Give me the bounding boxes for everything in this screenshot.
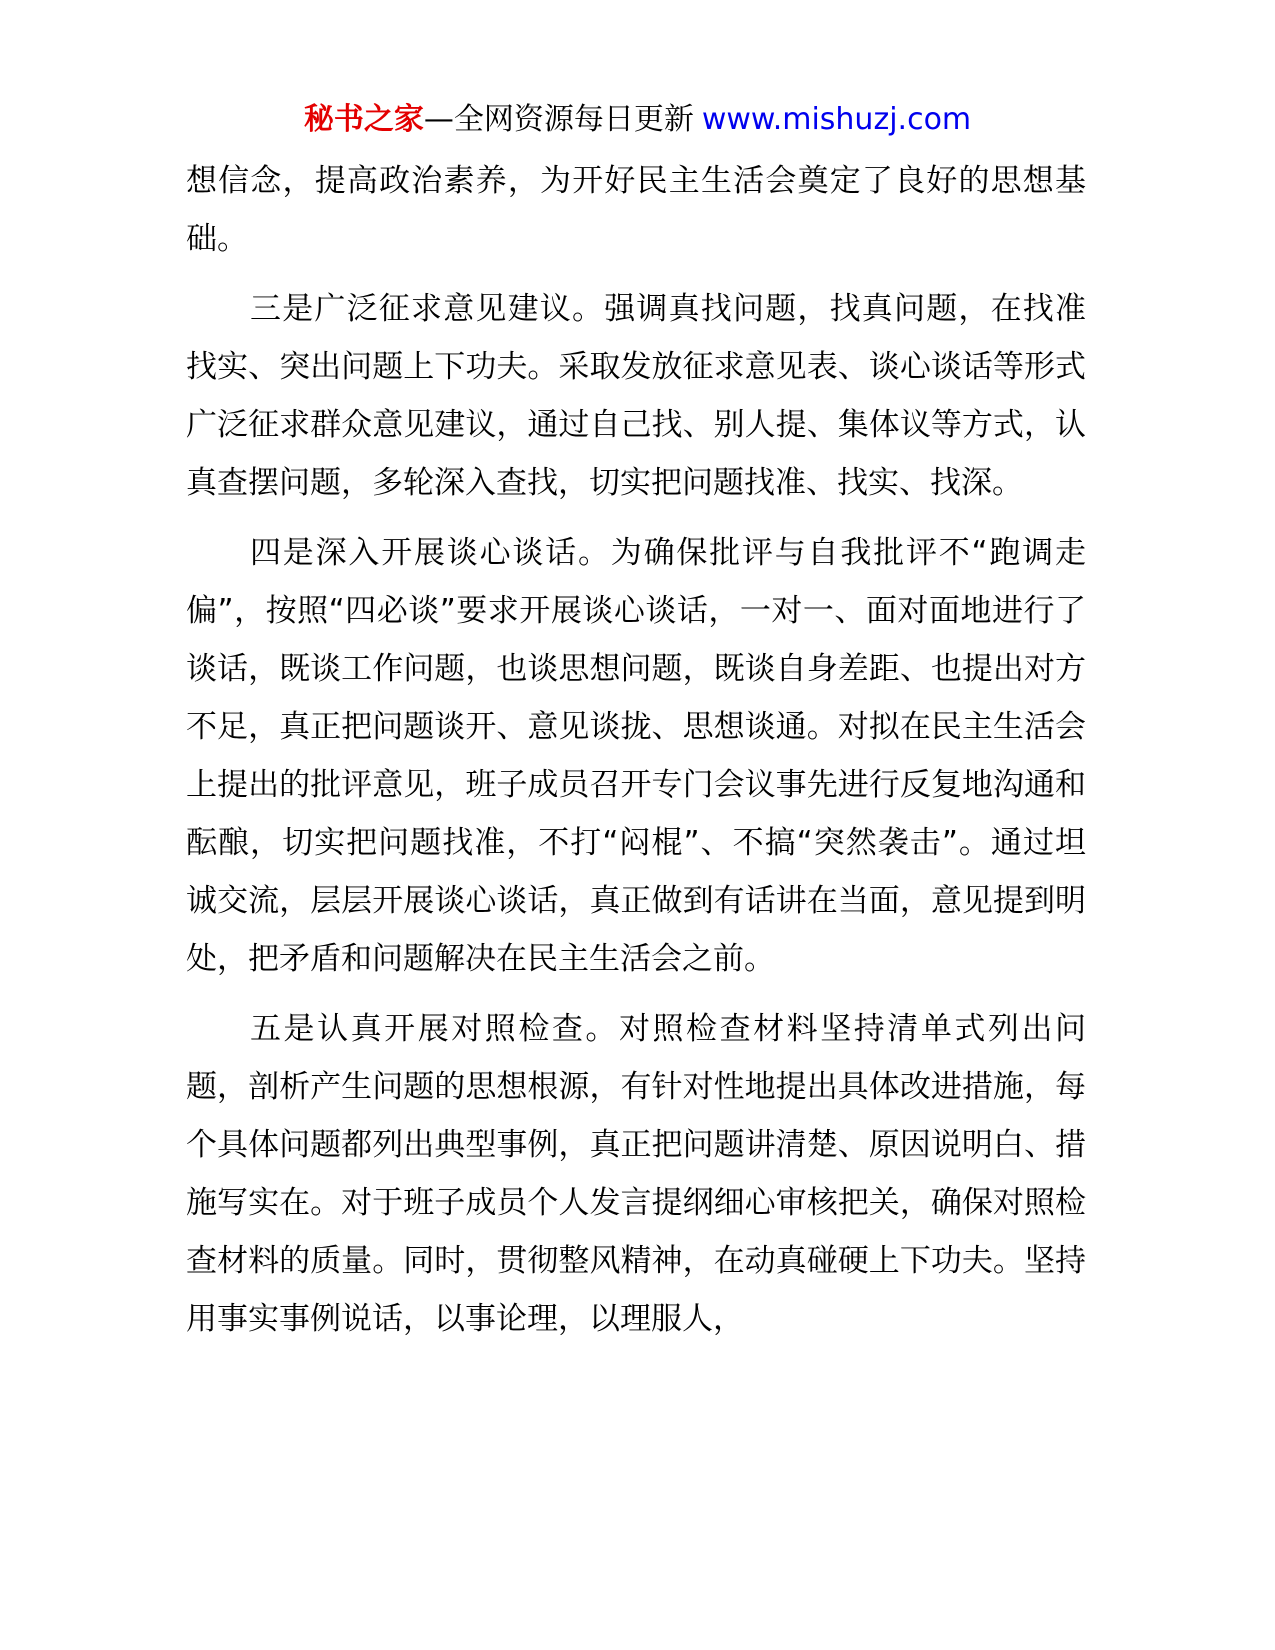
paragraph-five: 五是认真开展对照检查。对照检查材料坚持清单式列出问题，剖析产生问题的思想根源，有针对性地提出具体改进措施，每个具体问题都列出典型事例，真正把问题讲清楚、原因说明白、措施写实在。对于班子成员个人发言提纲细心审核把关，确保对照检查材料的质量。同时，贯彻整风精神，在动真碰硬上下功夫。坚持用事实事例说话，以事论理，以理服人， (186, 1011, 1086, 1337)
header-url-link[interactable]: www.mishuzj.com (701, 102, 972, 137)
document-body (186, 152, 1086, 1360)
header-tagline: —全网资源每日更新 (423, 102, 694, 137)
header-brand: 秘书之家 (303, 102, 424, 137)
paragraph-continuation: 想信念，提高政治素养，为开好民主生活会奠定了良好的思想基础。 (186, 163, 1086, 257)
paragraph-four: 四是深入开展谈心谈话。为确保批评与自我批评不“跑调走偏”，按照“四必谈”要求开展谈心谈话，一对一、面对面地进行了谈话，既谈工作问题，也谈思想问题，既谈自身差距、也提出对方不足，真正把问题谈开、意见谈拢、思想谈通。对拟在民主生活会上提出的批评意见，班子成员召开专门会议事先进行反复地沟通和酝酿，切实把问题找准，不打“闷棍”、不搞“突然袭击”。通过坦诚交流，层层开展谈心谈话，真正做到有话讲在当面，意见提到明处，把矛盾和问题解决在民主生活会之前。 (186, 535, 1086, 977)
paragraph-three: 三是广泛征求意见建议。强调真找问题，找真问题，在找准找实、突出问题上下功夫。采取发放征求意见表、谈心谈话等形式广泛征求群众意见建议，通过自己找、别人提、集体议等方式，认真查摆问题，多轮深入查找，切实把问题找准、找实、找深。 (186, 291, 1086, 501)
page-header (0, 100, 1275, 140)
